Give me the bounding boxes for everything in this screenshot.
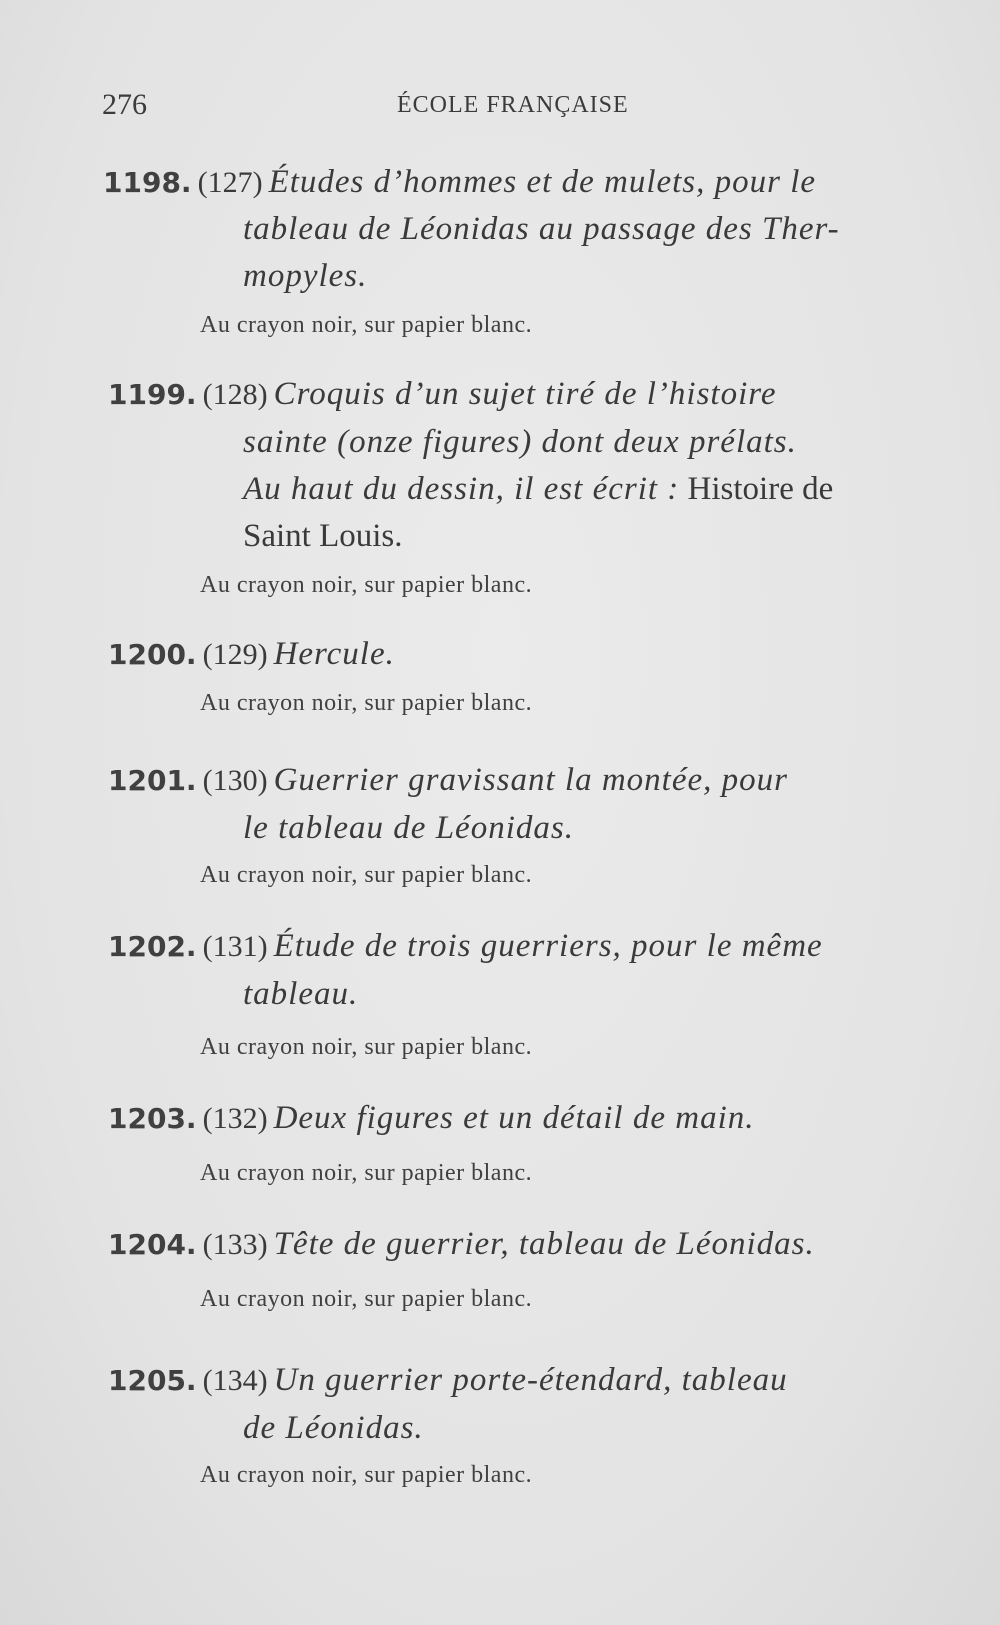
entry-title-line: mopyles. (243, 258, 368, 294)
entry-number: 1200. (108, 638, 197, 671)
entry-number: 1202. (108, 930, 197, 963)
entry-medium: Au crayon noir, sur papier blanc. (200, 572, 533, 598)
entry-number: 1199. (108, 378, 197, 411)
entry-medium: Au crayon noir, sur papier blanc. (200, 1462, 533, 1488)
entry-medium: Au crayon noir, sur papier blanc. (200, 690, 533, 716)
entry-reference: (134) (202, 1364, 268, 1397)
entry-title-line: Guerrier gravissant la montée, pour (273, 762, 788, 798)
entry-number: 1205. (108, 1364, 197, 1397)
entry-title-line: sainte (onze figures) dont deux prélats. (243, 424, 797, 460)
entry-medium: Au crayon noir, sur papier blanc. (200, 1160, 533, 1186)
entry-medium: Au crayon noir, sur papier blanc. (200, 862, 533, 888)
running-title: ÉCOLE FRANÇAISE (397, 92, 629, 118)
entry-title-line: de Léonidas. (243, 1410, 424, 1446)
entry-first-line (108, 758, 788, 803)
entry-number: 1201. (108, 764, 197, 797)
entry-title-line: tableau. (243, 976, 359, 1012)
entry-reference: (131) (202, 930, 268, 963)
entry-title-line: Croquis d’un sujet tiré de l’histoire (273, 376, 777, 412)
entry-roman-text: Histoire de (687, 471, 834, 507)
entry-title-text: Au haut du dessin, il est écrit : (243, 471, 680, 507)
entry-reference: (133) (202, 1228, 268, 1261)
entry-title-line (243, 467, 833, 511)
page-header (102, 88, 642, 128)
entry-medium: Au crayon noir, sur papier blanc. (200, 312, 533, 338)
entry-title-line: Deux figures et un détail de main. (273, 1100, 755, 1136)
entry-first-line (108, 924, 823, 969)
entry-title-line: Étude de trois guerriers, pour le même (273, 928, 823, 964)
entry-number: 1204. (108, 1228, 197, 1261)
entry-reference: (129) (202, 638, 268, 671)
entry-title-line: tableau de Léonidas au passage des Ther- (243, 211, 840, 247)
entry-first-line (108, 1222, 815, 1267)
entry-number: 1198. (103, 166, 192, 199)
entry-reference: (132) (202, 1102, 268, 1135)
entry-title-line: Études d’hommes et de mulets, pour le (268, 164, 817, 200)
entry-title-line: le tableau de Léonidas. (243, 810, 574, 846)
entry-number: 1203. (108, 1102, 197, 1135)
entry-medium: Au crayon noir, sur papier blanc. (200, 1286, 533, 1312)
entry-first-line (108, 632, 395, 677)
page-number: 276 (102, 88, 147, 121)
entry-roman-line: Saint Louis. (243, 518, 403, 554)
entry-medium: Au crayon noir, sur papier blanc. (200, 1034, 533, 1060)
entry-title-line: Un guerrier porte-étendard, tableau (273, 1362, 788, 1398)
entry-reference: (130) (202, 764, 268, 797)
entry-title-line: Hercule. (273, 636, 395, 672)
entry-title-line: Tête de guerrier, tableau de Léonidas. (273, 1226, 815, 1262)
entry-first-line (108, 1096, 755, 1141)
entry-reference: (128) (202, 378, 268, 411)
entry-first-line (108, 1358, 788, 1403)
entry-reference: (127) (197, 166, 263, 199)
entry-first-line (108, 372, 777, 417)
entry-first-line (103, 160, 816, 205)
